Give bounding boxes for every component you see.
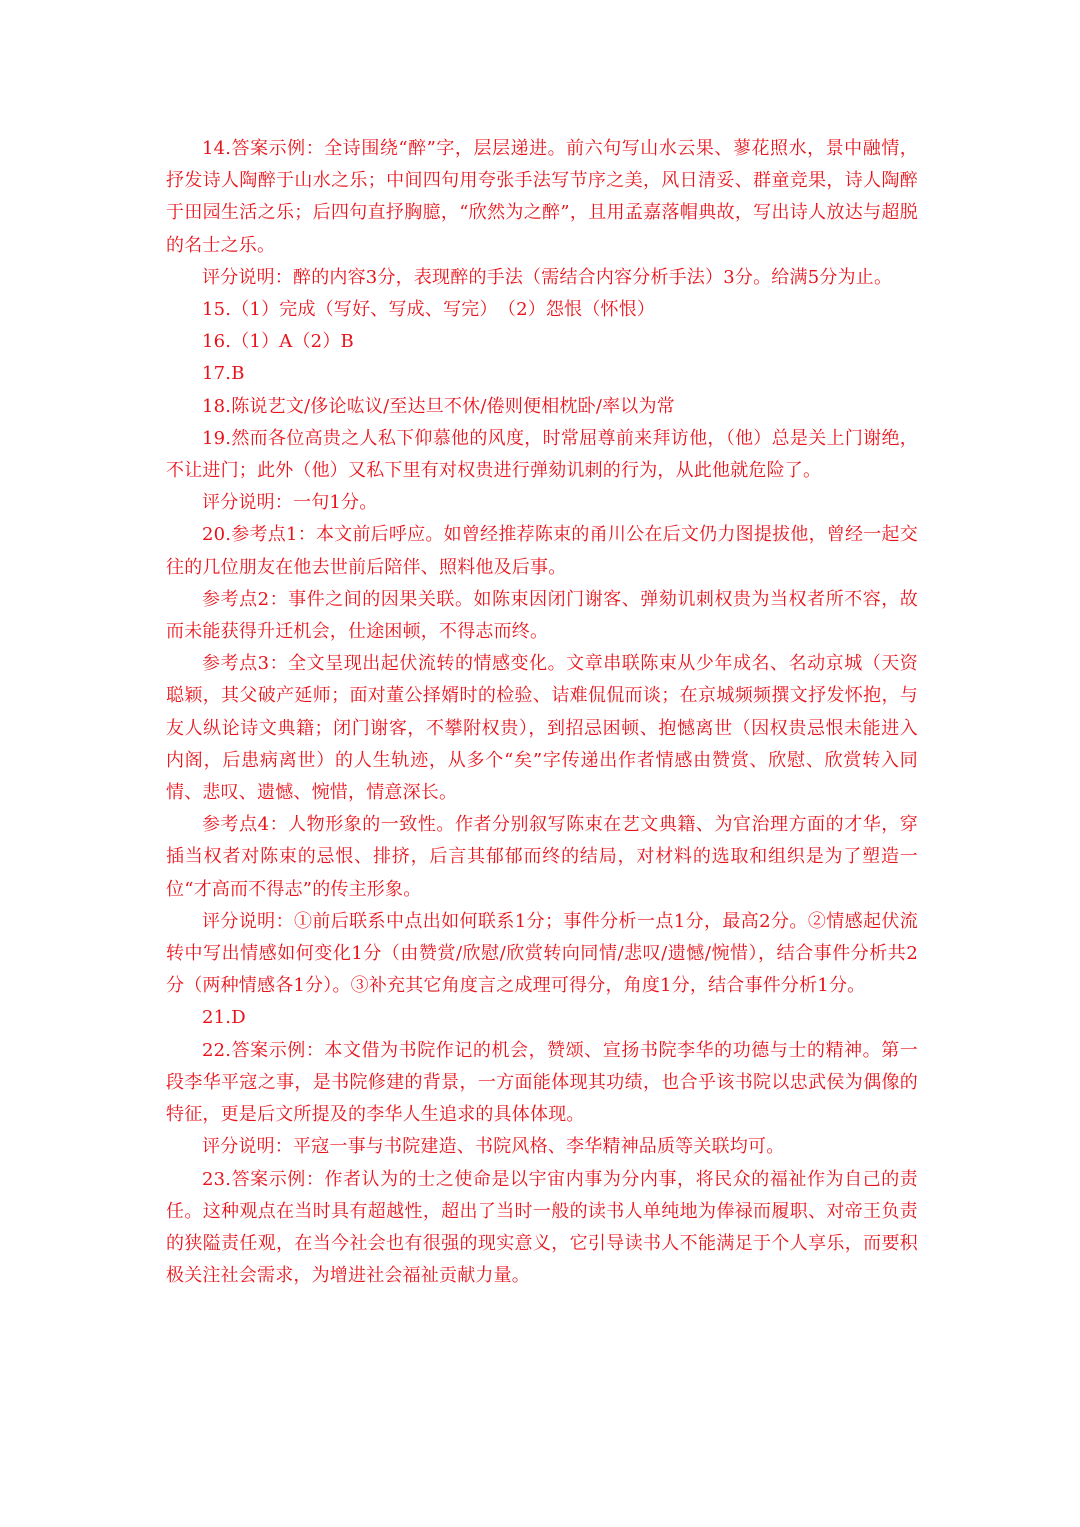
answer-17: 17.B xyxy=(202,363,245,385)
answer-20-point-4: 参考点4：人物形象的一致性。作者分别叙写陈束在艺文典籍、为官治理方面的才华，穿插当权者对陈束的忌恨、排挤，后言其郁郁而终的结局，对材料的选取和组织是为了塑造一位“才高而不得志”的传主形象。 xyxy=(166,814,918,900)
answer-22: 22.答案示例：本文借为书院作记的机会，赞颂、宣扬书院李华的功德与士的精神。第一段李华平寇之事，是书院修建的背景，一方面能体现其功绩，也合乎该书院以忠武侯为偶像的特征，更是后文所提及的李华人生追求的具体体现。 xyxy=(166,1039,918,1126)
answer-20-point-1: 20.参考点1：本文前后呼应。如曾经推荐陈束的甬川公在后文仍力图提拔他，曾经一起交往的几位朋友在他去世前后陪伴、照料他及后事。 xyxy=(166,524,918,578)
answer-20-scoring-note: 评分说明：①前后联系中点出如何联系1分；事件分析一点1分，最高2分。②情感起伏流转中写出情感如何变化1分（由赞赏/欣慰/欣赏转向同情/悲叹/遗憾/惋惜），结合事件分析共2分（两种情感各1分）。③补充其它角度言之成理可得分，角度1分，结合事件分析1分。 xyxy=(166,910,918,997)
answer-21: 21.D xyxy=(202,1007,246,1029)
answer-key-page xyxy=(166,133,918,1292)
answer-20-point-3: 参考点3：全文呈现出起伏流转的情感变化。文章串联陈束从少年成名、名动京城（天资聪颖，其父破产延师；面对董公择婿时的检验、诘难侃侃而谈；在京城频频撰文抒发怀抱，与友人纵论诗文典籍；闭门谢客，不攀附权贵），到招忌困顿、抱憾离世（因权贵忌恨未能进入内阁，后患病离世）的人生轨迹，从多个“矣”字传递出作者情感由赞赏、欣慰、欣赏转入同情、悲叹、遗憾、惋惜，情意深长。 xyxy=(166,653,918,804)
answer-23: 23.答案示例：作者认为的士之使命是以宇宙内事为分内事，将民众的福祉作为自己的责任。这种观点在当时具有超越性，超出了当时一般的读书人单纯地为俸禄而履职、对帝王负责的狭隘责任观，在当今社会也有很强的现实意义，它引导读书人不能满足于个人享乐，而要积极关注社会需求，为增进社会福祉贡献力量。 xyxy=(166,1168,918,1287)
answer-14-scoring-note: 评分说明：醉的内容3分，表现醉的手法（需结合内容分析手法）3分。给满5分为止。 xyxy=(202,266,893,288)
answer-14: 14.答案示例：全诗围绕“醉”字，层层递进。前六句写山水云果、蓼花照水，景中融情，抒发诗人陶醉于山水之乐；中间四句用夸张手法写节序之美，风日清妥、群童竞果，诗人陶醉于田园生活之乐；后四句直抒胸臆，“欣然为之醉”，且用孟嘉落帽典故，写出诗人放达与超脱的名士之乐。 xyxy=(166,138,918,256)
answer-16: 16.（1）A（2）B xyxy=(202,331,354,353)
answer-19-scoring-note: 评分说明：一句1分。 xyxy=(202,492,378,514)
answer-15: 15.（1）完成（写好、写成、写完） （2）怨恨（怀恨） xyxy=(202,299,656,321)
answer-18: 18.陈说艺文/侈论吰议/至达旦不休/倦则便相枕卧/率以为常 xyxy=(202,395,675,417)
answer-20-point-2: 参考点2：事件之间的因果关联。如陈束因闭门谢客、弹劾讥刺权贵为当权者所不容，故而未能获得升迁机会，仕途困顿，不得志而终。 xyxy=(166,588,918,643)
answer-19: 19.然而各位高贵之人私下仰慕他的风度，时常屈尊前来拜访他，（他）总是关上门谢绝，不让进门；此外（他）又私下里有对权贵进行弹劾讥刺的行为，从此他就危险了。 xyxy=(166,427,918,482)
answer-22-scoring-note: 评分说明：平寇一事与书院建造、书院风格、李华精神品质等关联均可。 xyxy=(202,1136,785,1158)
